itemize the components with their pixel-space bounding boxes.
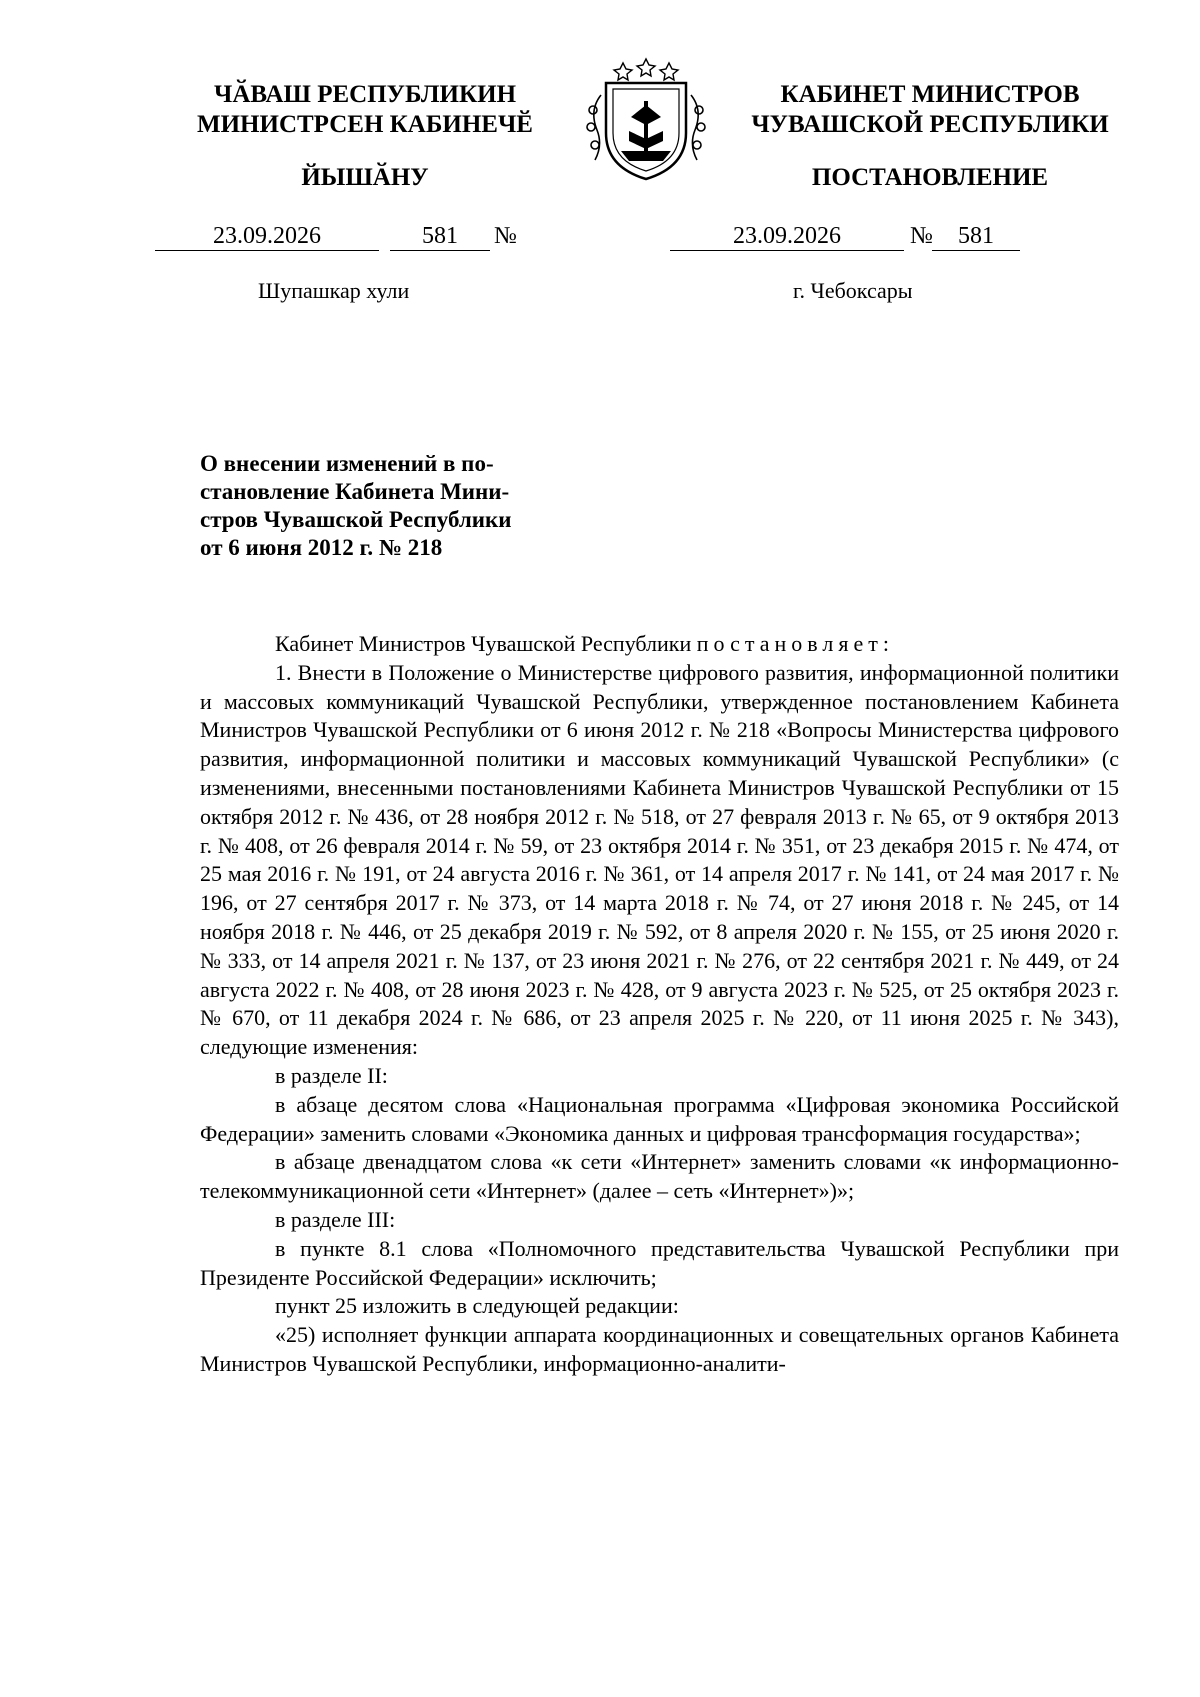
- intro-resolves: постановляет:: [696, 631, 894, 656]
- paragraph-3: в абзаце десятом слова «Национальная программа «Цифровая экономика Российской Федерации» заменить словами «Экономика данных и цифровая трансформация государства»;: [200, 1091, 1119, 1146]
- doc-type-russian: ПОСТАНОВЛЕНИЕ: [811, 164, 1049, 191]
- paragraph-4: в абзаце двенадцатом слова «к сети «Интернет» заменить словами «к информационно-телекоммуникационной сети «Интернет» (далее – сеть «Интернет»)»;: [200, 1149, 1119, 1204]
- date-right: 23.09.2026: [670, 222, 904, 251]
- title-line: от 6 июня 2012 г. № 218: [200, 535, 443, 560]
- header-right: [715, 80, 1145, 140]
- city-russian: г. Чебоксары: [793, 278, 913, 303]
- number-sign-left: №: [494, 223, 517, 249]
- city-chuvash: Шупашкар хули: [258, 278, 410, 303]
- title-line: становление Кабинета Мини-: [200, 479, 510, 504]
- header-left-line1: ЧӐВАШ РЕСПУБЛИКИН: [213, 81, 517, 108]
- title-line: стров Чувашской Республики: [200, 507, 512, 532]
- chuvash-emblem-icon: [571, 55, 721, 185]
- header-left: [150, 80, 580, 140]
- document-title: [200, 450, 575, 562]
- paragraph-6: в пункте 8.1 слова «Полномочного представительства Чувашской Республики при Президенте Российской Федерации» исключить;: [200, 1235, 1119, 1290]
- number-right: 581: [932, 222, 1020, 251]
- header-right-line1: КАБИНЕТ МИНИСТРОВ: [780, 81, 1080, 108]
- paragraph-1: 1. Внести в Положение о Министерстве цифрового развития, информационной политики и массовых коммуникаций Чувашской Республики, утвержденное постановлением Кабинета Министров Чувашской Республики от 6 июня 2012 г. № 218 «Вопросы Министерства цифрового развития, информационной политики и массовых коммуникаций Чувашской Республики» (с изменениями, внесенными постановлениями Кабинета Министров Чувашской Республики от 15 октября 2012 г. № 436, от 28 ноября 2012 г. № 518, от 27 февраля 2013 г. № 65, от 9 октября 2013 г. № 408, от 26 февраля 2014 г. № 59, от 23 октября 2014 г. № 351, от 23 декабря 2015 г. № 474, от 25 мая 2016 г. № 191, от 24 августа 2016 г. № 361, от 14 апреля 2017 г. № 141, от 24 мая 2017 г. № 196, от 27 сентября 2017 г. № 373, от 14 марта 2018 г. № 74, от 27 июня 2018 г. № 245, от 14 ноября 2018 г. № 446, от 25 декабря 2019 г. № 592, от 8 апреля 2020 г. № 155, от 25 июня 2020 г. № 333, от 14 апреля 2021 г. № 137, от 23 июня 2021 г. № 276, от 22 сентября 2021 г. № 449, от 24 августа 2022 г. № 408, от 28 июня 2023 г. № 428, от 9 августа 2023 г. № 525, от 25 октября 2023 г. № 670, от 11 декабря 2024 г. № 686, от 23 апреля 2025 г. № 220, от 11 июня 2025 г. № 343), следующие изменения:: [200, 659, 1119, 1060]
- header-left-line2: МИНИСТРСЕН КАБИНЕЧӖ: [197, 111, 533, 138]
- paragraph-7: пункт 25 изложить в следующей редакции:: [275, 1293, 679, 1319]
- paragraph-2: в разделе II:: [275, 1062, 388, 1088]
- number-sign-right: №: [910, 223, 933, 249]
- intro-paragraph: [200, 630, 1119, 659]
- intro-text: Кабинет Министров Чувашской Республики: [275, 631, 697, 656]
- number-left: 581: [390, 222, 490, 251]
- paragraph-8: «25) исполняет функции аппарата координационных и совещательных органов Кабинета Министров Чувашской Республики, информационно-аналити-: [200, 1322, 1119, 1376]
- header-right-line2: ЧУВАШСКОЙ РЕСПУБЛИКИ: [751, 111, 1109, 138]
- document-body: [200, 630, 1119, 1379]
- doc-type-chuvash: ЙЫШӐНУ: [301, 164, 429, 191]
- date-left: 23.09.2026: [155, 222, 379, 251]
- title-line: О внесении изменений в по-: [200, 451, 494, 476]
- paragraph-5: в разделе III:: [275, 1206, 396, 1232]
